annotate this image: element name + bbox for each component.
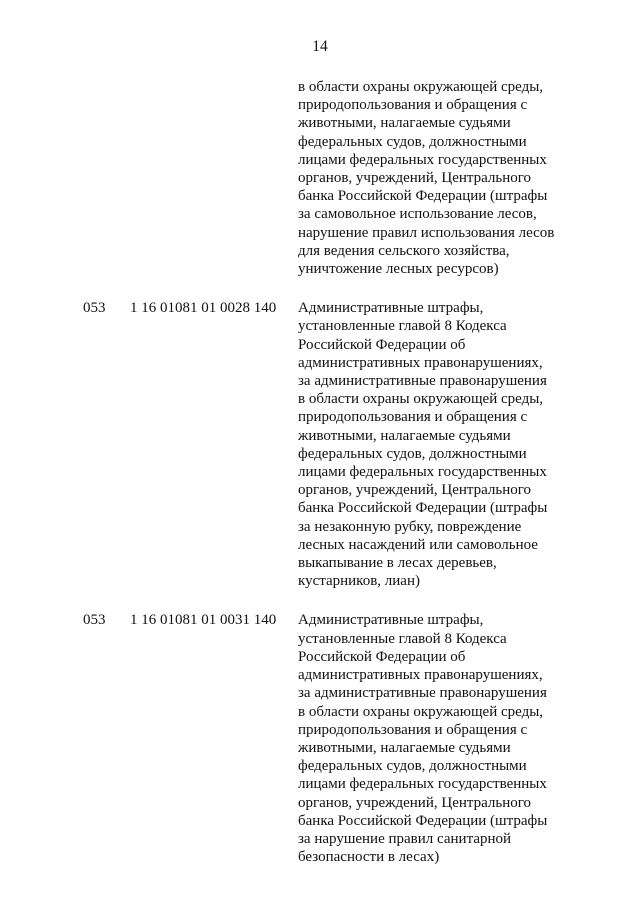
income-name xyxy=(298,299,568,590)
income-name-line: Российской Федерации об xyxy=(298,648,466,665)
income-name-line: федеральных судов, должностными xyxy=(298,445,527,462)
admin-code: 053 xyxy=(83,612,106,629)
table-row xyxy=(0,299,640,590)
income-name-line: банка Российской Федерации (штрафы xyxy=(298,500,548,517)
income-name-line: административных правонарушениях, xyxy=(298,667,543,684)
income-name-line: животными, налагаемые судьями xyxy=(298,739,511,756)
budget-codes-table xyxy=(0,78,640,866)
income-name-line: безопасности в лесах) xyxy=(298,849,440,866)
income-name-line: Административные штрафы, xyxy=(298,612,484,629)
income-name-line: за нарушение правил санитарной xyxy=(298,830,512,847)
income-name-line: органов, учреждений, Центрального xyxy=(298,794,532,811)
income-name-line: банка Российской Федерации (штрафы xyxy=(298,812,548,829)
income-name-line: лицами федеральных государственных xyxy=(298,776,547,793)
row-spacer xyxy=(0,590,640,611)
income-name-line: федеральных судов, должностными xyxy=(298,133,527,150)
table-row xyxy=(0,78,640,278)
income-name xyxy=(298,611,568,866)
row-spacer xyxy=(0,278,640,299)
income-name-line: животными, налагаемые судьями xyxy=(298,427,511,444)
income-name-line: банка Российской Федерации (штрафы xyxy=(298,188,548,205)
table-row xyxy=(0,611,640,866)
income-name-line: в области охраны окружающей среды, xyxy=(298,703,544,720)
kbk-code: 1 16 01081 01 0028 140 xyxy=(130,300,277,317)
income-name-line: в области охраны окружающей среды, xyxy=(298,79,544,95)
income-name-line: кустарников, лиан) xyxy=(298,573,420,590)
admin-code: 053 xyxy=(83,300,106,317)
income-name-line: федеральных судов, должностными xyxy=(298,758,527,775)
income-name-line: лицами федеральных государственных xyxy=(298,464,547,481)
page-number: 14 xyxy=(312,38,328,55)
income-name-line: природопользования и обращения с xyxy=(298,97,528,114)
income-name-line: лицами федеральных государственных xyxy=(298,151,547,168)
income-name-line: установленные главой 8 Кодекса xyxy=(298,318,507,335)
income-name xyxy=(298,78,568,278)
income-name-line: нарушение правил использования лесов xyxy=(298,224,555,241)
income-name-line: выкапывание в лесах деревьев, xyxy=(298,555,497,572)
income-name-line: органов, учреждений, Центрального xyxy=(298,482,532,499)
income-name-line: лесных насаждений или самовольное xyxy=(298,536,538,553)
kbk-code: 1 16 01081 01 0031 140 xyxy=(130,612,277,629)
income-name-line: за самовольное использование лесов, xyxy=(298,206,537,223)
income-name-line: уничтожение лесных ресурсов) xyxy=(298,261,499,278)
income-name-line: Российской Федерации об xyxy=(298,336,466,353)
income-name-line: органов, учреждений, Центрального xyxy=(298,170,532,187)
income-name-line: природопользования и обращения с xyxy=(298,409,528,426)
income-name-line: за административные правонарушения xyxy=(298,373,547,390)
income-name-line: животными, налагаемые судьями xyxy=(298,115,511,132)
income-name-line: за незаконную рубку, повреждение xyxy=(298,518,522,535)
income-name-line: административных правонарушениях, xyxy=(298,354,543,371)
income-name-line: природопользования и обращения с xyxy=(298,721,528,738)
income-name-line: за административные правонарушения xyxy=(298,685,547,702)
income-name-line: в области охраны окружающей среды, xyxy=(298,391,544,408)
income-name-line: установленные главой 8 Кодекса xyxy=(298,630,507,647)
income-name-line: для ведения сельского хозяйства, xyxy=(298,242,510,259)
income-name-line: Административные штрафы, xyxy=(298,300,484,317)
